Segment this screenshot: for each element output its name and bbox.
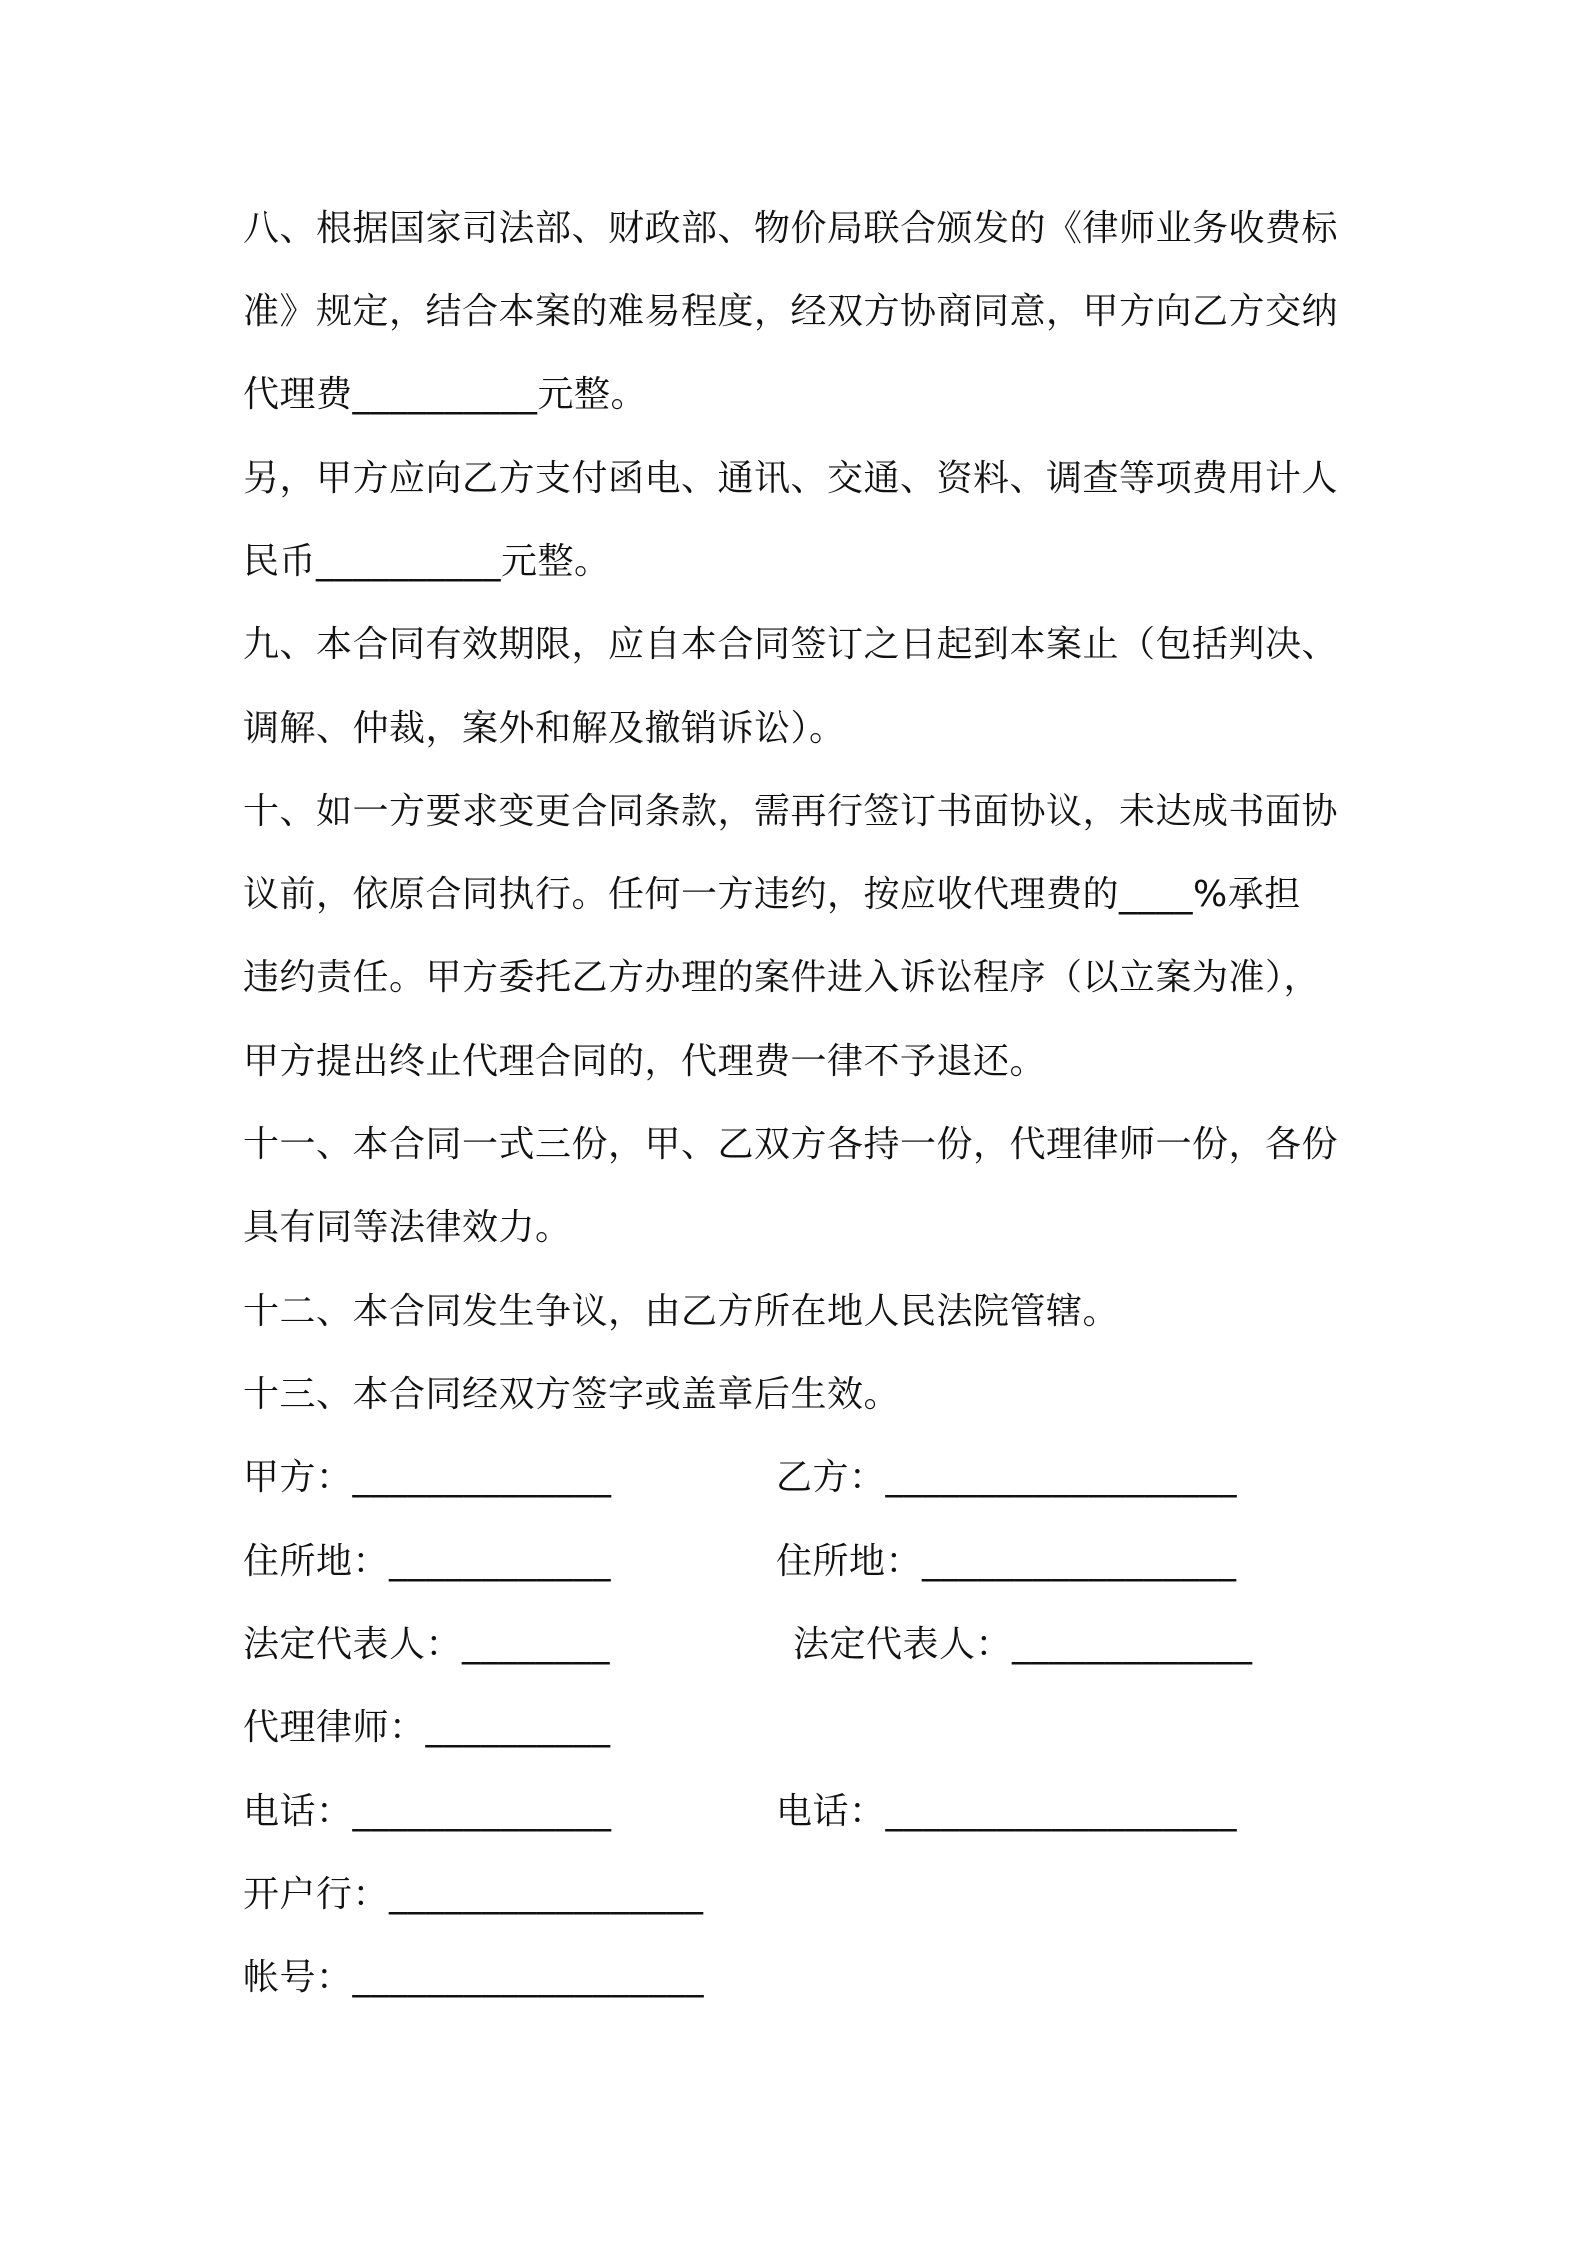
clause-8-line-3: 代理费__________元整。 (243, 374, 648, 415)
signature-party-b: 乙方：___________________ (776, 1457, 1238, 1498)
clause-10-line-1: 十、如一方要求变更合同条款，需再行签订书面协议，未达成书面协 (243, 791, 1339, 832)
signature-representative-b: 法定代表人：_____________ (793, 1624, 1253, 1665)
clause-12-line-1: 十二、本合同发生争议，由乙方所在地人民法院管辖。 (243, 1291, 1120, 1332)
signature-phone-b: 电话：___________________ (776, 1791, 1238, 1832)
clause-9-line-2: 调解、仲裁，案外和解及撤销诉讼）。 (243, 708, 846, 749)
other-fees-line-2: 民币__________元整。 (243, 541, 611, 582)
signature-phone-a: 电话：______________ (243, 1791, 612, 1832)
clause-9-line-1: 九、本合同有效期限，应自本合同签订之日起到本案止（包括判决、 (243, 624, 1339, 665)
clause-13-line-1: 十三、本合同经双方签字或盖章后生效。 (243, 1374, 901, 1415)
signature-agent-lawyer: 代理律师：__________ (243, 1707, 611, 1748)
clause-10-line-2: 议前，依原合同执行。任何一方违约，按应收代理费的____%承担 (243, 874, 1301, 915)
clause-11-line-1: 十一、本合同一式三份，甲、乙双方各持一份，代理律师一份，各份 (243, 1124, 1339, 1165)
clause-10-line-4: 甲方提出终止代理合同的，代理费一律不予退还。 (243, 1041, 1047, 1082)
other-fees-line-1: 另，甲方应向乙方支付函电、通讯、交通、资料、调查等项费用计人 (243, 458, 1339, 499)
signature-address-a: 住所地：____________ (243, 1541, 612, 1582)
clause-8-line-1: 八、根据国家司法部、财政部、物价局联合颁发的《律师业务收费标 (243, 208, 1339, 249)
signature-bank: 开户行：_________________ (243, 1874, 704, 1915)
signature-representative-a: 法定代表人：________ (243, 1624, 611, 1665)
signature-party-a: 甲方：______________ (243, 1457, 612, 1498)
signature-account: 帐号：___________________ (243, 1957, 705, 1998)
clause-10-line-3: 违约责任。甲方委托乙方办理的案件进入诉讼程序（以立案为准）， (243, 957, 1321, 998)
clause-11-line-2: 具有同等法律效力。 (243, 1207, 572, 1248)
clause-8-line-2: 准》规定，结合本案的难易程度，经双方协商同意，甲方向乙方交纳 (243, 291, 1339, 332)
signature-address-b: 住所地：_________________ (776, 1541, 1237, 1582)
